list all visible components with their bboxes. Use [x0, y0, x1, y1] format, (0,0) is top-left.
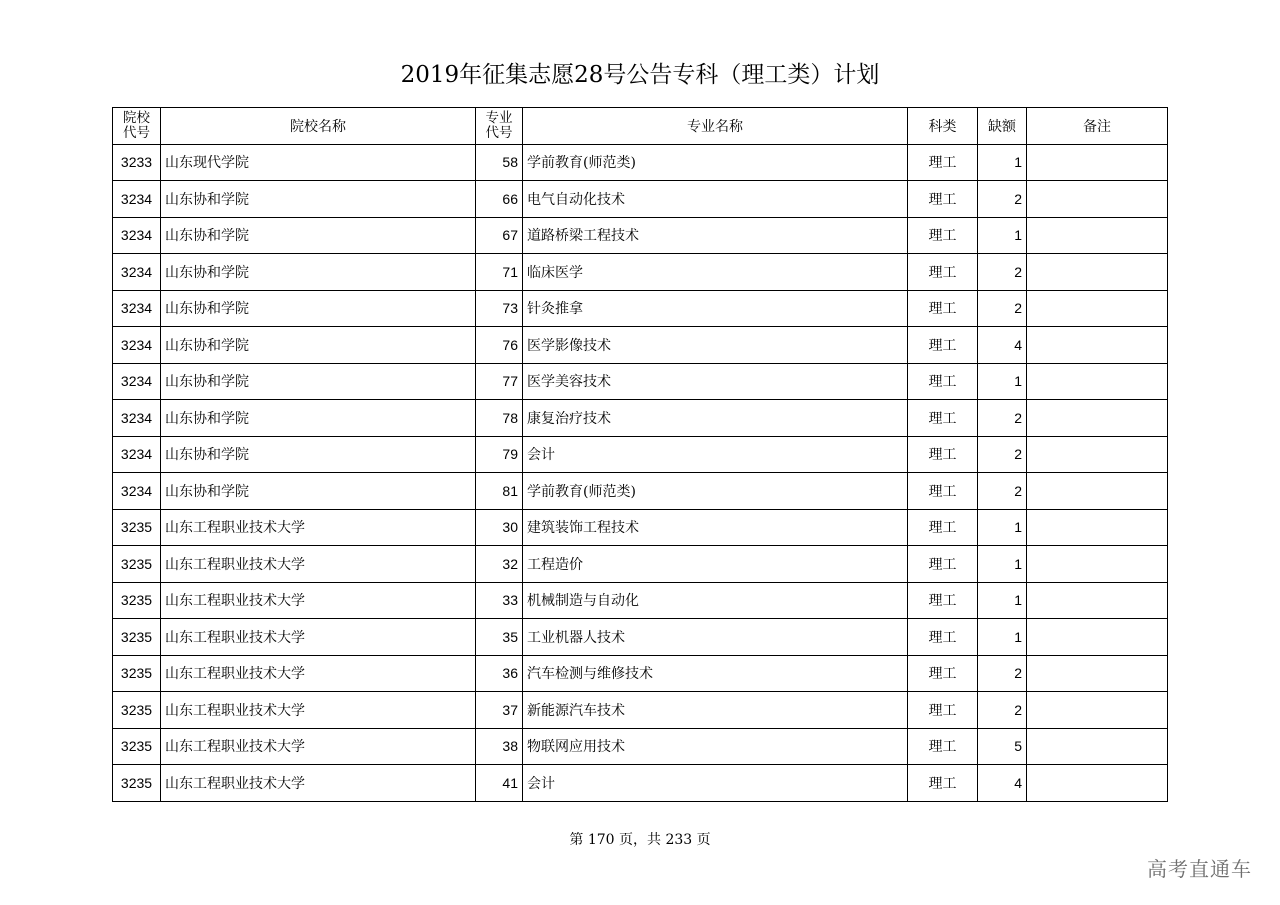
cell-major-code: 79	[476, 436, 523, 473]
page-title: 2019年征集志愿28号公告专科（理工类）计划	[400, 62, 880, 88]
cell-school-code: 3235	[113, 692, 161, 729]
table-row	[113, 619, 1168, 656]
cell-vacancies: 1	[978, 619, 1027, 656]
cell-vacancies: 2	[978, 400, 1027, 437]
cell-major-code: 30	[476, 509, 523, 546]
cell-major-code: 77	[476, 363, 523, 400]
cell-category: 理工	[908, 181, 978, 218]
cell-vacancies: 1	[978, 363, 1027, 400]
cell-school-name: 山东工程职业技术大学	[161, 728, 476, 765]
cell-major-name: 针灸推拿	[523, 290, 908, 327]
cell-category: 理工	[908, 619, 978, 656]
cell-category: 理工	[908, 327, 978, 364]
cell-major-code: 71	[476, 254, 523, 291]
cell-major-code: 78	[476, 400, 523, 437]
admission-plan-table	[112, 107, 1168, 802]
cell-school-name: 山东协和学院	[161, 436, 476, 473]
cell-school-name: 山东工程职业技术大学	[161, 582, 476, 619]
cell-major-name: 工业机器人技术	[523, 619, 908, 656]
header-school-code-line1: 院校	[123, 109, 150, 126]
header-category: 科类	[908, 108, 978, 145]
table-row	[113, 765, 1168, 802]
cell-school-code: 3234	[113, 290, 161, 327]
cell-notes	[1027, 181, 1168, 218]
cell-major-name: 物联网应用技术	[523, 728, 908, 765]
cell-school-name: 山东工程职业技术大学	[161, 655, 476, 692]
cell-vacancies: 1	[978, 582, 1027, 619]
table-row	[113, 181, 1168, 218]
cell-vacancies: 2	[978, 181, 1027, 218]
cell-school-code: 3233	[113, 144, 161, 181]
cell-notes	[1027, 254, 1168, 291]
table-body	[113, 144, 1168, 801]
cell-category: 理工	[908, 473, 978, 510]
cell-major-code: 36	[476, 655, 523, 692]
cell-major-name: 道路桥梁工程技术	[523, 217, 908, 254]
cell-school-code: 3235	[113, 765, 161, 802]
table-row	[113, 144, 1168, 181]
cell-school-code: 3235	[113, 619, 161, 656]
cell-major-name: 临床医学	[523, 254, 908, 291]
header-school-code-line2: 代号	[123, 124, 150, 141]
table-row	[113, 290, 1168, 327]
cell-notes	[1027, 765, 1168, 802]
cell-notes	[1027, 400, 1168, 437]
cell-school-code: 3234	[113, 181, 161, 218]
table-row	[113, 655, 1168, 692]
cell-school-code: 3234	[113, 217, 161, 254]
cell-major-code: 33	[476, 582, 523, 619]
cell-category: 理工	[908, 400, 978, 437]
header-major-code	[476, 108, 523, 145]
cell-category: 理工	[908, 728, 978, 765]
cell-school-name: 山东协和学院	[161, 363, 476, 400]
cell-major-name: 新能源汽车技术	[523, 692, 908, 729]
header-major-code-line1: 专业	[485, 109, 513, 126]
cell-major-code: 76	[476, 327, 523, 364]
cell-school-name: 山东工程职业技术大学	[161, 692, 476, 729]
cell-school-name: 山东协和学院	[161, 217, 476, 254]
cell-notes	[1027, 692, 1168, 729]
cell-vacancies: 1	[978, 546, 1027, 583]
cell-vacancies: 1	[978, 509, 1027, 546]
cell-category: 理工	[908, 546, 978, 583]
cell-school-name: 山东工程职业技术大学	[161, 765, 476, 802]
cell-school-name: 山东协和学院	[161, 473, 476, 510]
cell-major-code: 35	[476, 619, 523, 656]
cell-major-code: 58	[476, 144, 523, 181]
cell-notes	[1027, 327, 1168, 364]
cell-category: 理工	[908, 436, 978, 473]
cell-major-code: 67	[476, 217, 523, 254]
cell-school-name: 山东协和学院	[161, 290, 476, 327]
cell-vacancies: 4	[978, 765, 1027, 802]
cell-notes	[1027, 655, 1168, 692]
header-major-code-line2: 代号	[485, 124, 513, 141]
cell-major-name: 电气自动化技术	[523, 181, 908, 218]
table-row	[113, 582, 1168, 619]
cell-category: 理工	[908, 692, 978, 729]
cell-category: 理工	[908, 765, 978, 802]
cell-major-name: 机械制造与自动化	[523, 582, 908, 619]
cell-major-code: 41	[476, 765, 523, 802]
header-school-code	[113, 108, 161, 145]
cell-school-code: 3234	[113, 473, 161, 510]
table-row	[113, 728, 1168, 765]
cell-major-name: 会计	[523, 436, 908, 473]
cell-school-code: 3234	[113, 363, 161, 400]
cell-category: 理工	[908, 363, 978, 400]
table-row	[113, 217, 1168, 254]
cell-school-code: 3235	[113, 546, 161, 583]
cell-notes	[1027, 582, 1168, 619]
cell-school-name: 山东协和学院	[161, 327, 476, 364]
header-notes: 备注	[1027, 108, 1168, 145]
cell-major-name: 学前教育(师范类)	[523, 144, 908, 181]
cell-major-code: 38	[476, 728, 523, 765]
cell-major-name: 工程造价	[523, 546, 908, 583]
cell-vacancies: 2	[978, 473, 1027, 510]
header-school-name: 院校名称	[161, 108, 476, 145]
cell-vacancies: 1	[978, 144, 1027, 181]
cell-vacancies: 4	[978, 327, 1027, 364]
cell-school-code: 3235	[113, 509, 161, 546]
cell-notes	[1027, 509, 1168, 546]
cell-major-name: 学前教育(师范类)	[523, 473, 908, 510]
table-row	[113, 436, 1168, 473]
cell-school-name: 山东工程职业技术大学	[161, 546, 476, 583]
cell-vacancies: 1	[978, 217, 1027, 254]
cell-school-name: 山东现代学院	[161, 144, 476, 181]
cell-school-name: 山东工程职业技术大学	[161, 509, 476, 546]
cell-school-code: 3234	[113, 436, 161, 473]
cell-vacancies: 2	[978, 692, 1027, 729]
cell-category: 理工	[908, 217, 978, 254]
cell-major-name: 建筑装饰工程技术	[523, 509, 908, 546]
cell-school-code: 3234	[113, 254, 161, 291]
cell-category: 理工	[908, 144, 978, 181]
table-row	[113, 327, 1168, 364]
cell-notes	[1027, 728, 1168, 765]
page-footer: 第 170 页，共 233 页	[569, 832, 711, 848]
cell-notes	[1027, 436, 1168, 473]
cell-notes	[1027, 619, 1168, 656]
table-row	[113, 254, 1168, 291]
cell-vacancies: 2	[978, 655, 1027, 692]
cell-school-code: 3235	[113, 728, 161, 765]
cell-notes	[1027, 546, 1168, 583]
cell-major-code: 73	[476, 290, 523, 327]
cell-vacancies: 2	[978, 254, 1027, 291]
cell-notes	[1027, 290, 1168, 327]
cell-major-name: 汽车检测与维修技术	[523, 655, 908, 692]
cell-major-code: 32	[476, 546, 523, 583]
header-vacancies: 缺额	[978, 108, 1027, 145]
cell-vacancies: 2	[978, 436, 1027, 473]
cell-major-code: 81	[476, 473, 523, 510]
watermark: 高考直通车	[1147, 857, 1252, 881]
table-row	[113, 363, 1168, 400]
cell-school-name: 山东工程职业技术大学	[161, 619, 476, 656]
cell-category: 理工	[908, 582, 978, 619]
table-header-row	[113, 108, 1168, 145]
table-row	[113, 546, 1168, 583]
cell-school-code: 3235	[113, 582, 161, 619]
table-row	[113, 473, 1168, 510]
cell-vacancies: 5	[978, 728, 1027, 765]
cell-notes	[1027, 217, 1168, 254]
cell-vacancies: 2	[978, 290, 1027, 327]
table-row	[113, 509, 1168, 546]
cell-category: 理工	[908, 655, 978, 692]
cell-school-code: 3234	[113, 327, 161, 364]
cell-major-code: 66	[476, 181, 523, 218]
cell-school-name: 山东协和学院	[161, 181, 476, 218]
cell-category: 理工	[908, 290, 978, 327]
cell-major-name: 会计	[523, 765, 908, 802]
cell-school-code: 3234	[113, 400, 161, 437]
cell-notes	[1027, 363, 1168, 400]
table-row	[113, 692, 1168, 729]
cell-school-name: 山东协和学院	[161, 400, 476, 437]
cell-major-name: 医学美容技术	[523, 363, 908, 400]
cell-notes	[1027, 144, 1168, 181]
cell-school-name: 山东协和学院	[161, 254, 476, 291]
cell-category: 理工	[908, 509, 978, 546]
cell-category: 理工	[908, 254, 978, 291]
cell-major-name: 康复治疗技术	[523, 400, 908, 437]
cell-major-code: 37	[476, 692, 523, 729]
cell-notes	[1027, 473, 1168, 510]
table-row	[113, 400, 1168, 437]
cell-school-code: 3235	[113, 655, 161, 692]
header-major-name: 专业名称	[523, 108, 908, 145]
cell-major-name: 医学影像技术	[523, 327, 908, 364]
